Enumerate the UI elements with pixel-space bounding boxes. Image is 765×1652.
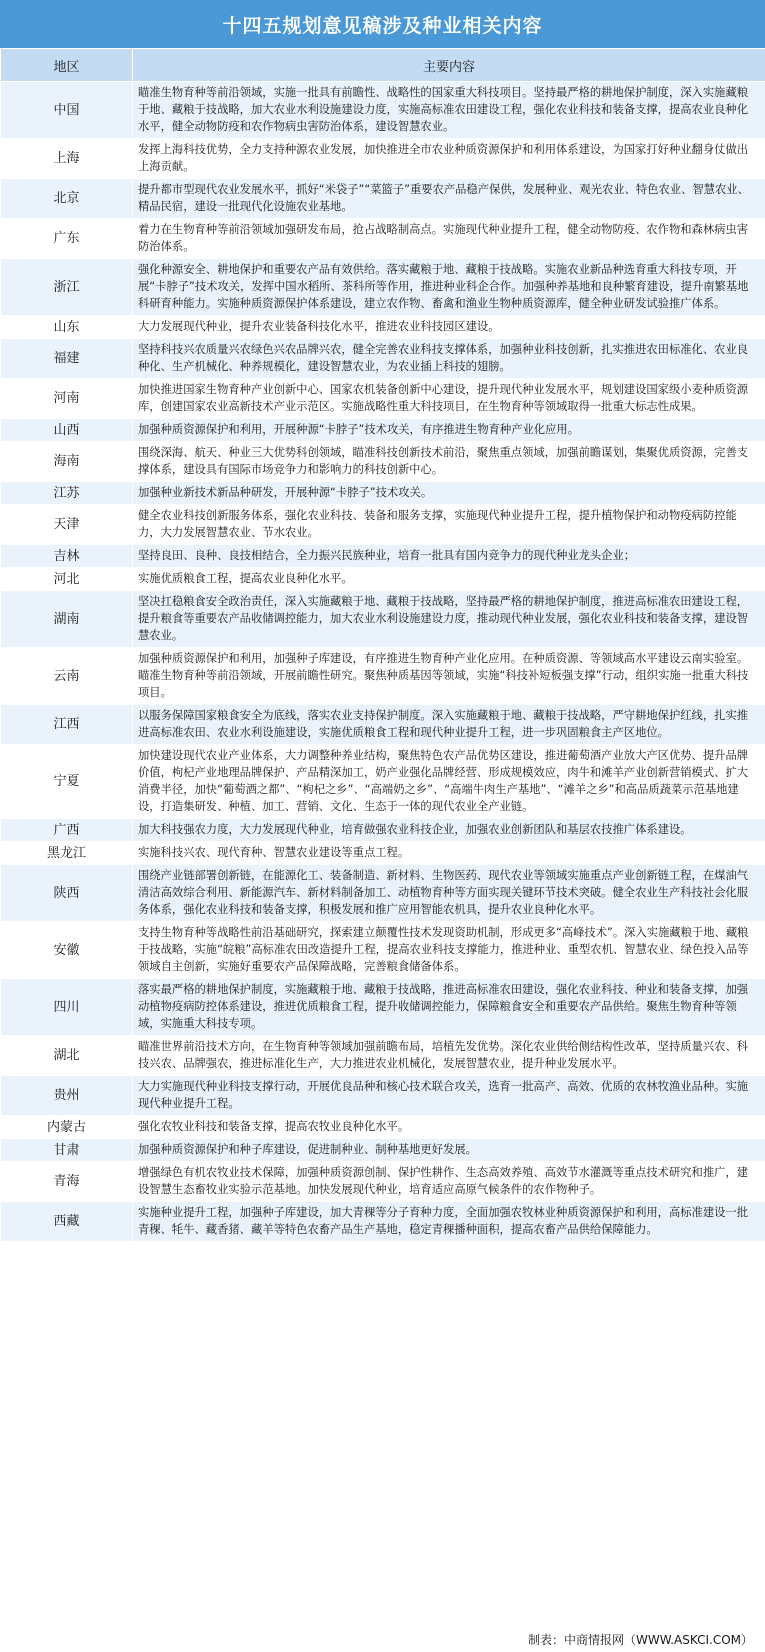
content-cell: 加强种业新技术新品种研发，开展种源“卡脖子”技术攻关。 — [133, 482, 765, 505]
table-row — [1, 705, 765, 745]
content-cell: 加强种质资源保护和利用，加强种子库建设，有序推进生物育种产业化应用。在种质资源、等领域高水平建设云南实验室。瞄准生物育种等前沿领域，开展前瞻性研究。聚焦种质基因等领域，实施“科技补短板强支撑”行动，组织实施一批重大科技项目。 — [133, 648, 765, 705]
table-row — [1, 379, 765, 419]
table-row — [1, 648, 765, 705]
table-row — [1, 591, 765, 648]
content-cell: 以服务保障国家粮食安全为底线，落实农业支持保护制度。深入实施藏粮于地、藏粮于技战略，严守耕地保护红线，扎实推进高标准农田、农业水利设施建设，实施优质粮食工程和现代种业提升工程，进一步巩固粮食主产区地位。 — [133, 705, 765, 745]
content-cell: 围绕产业链部署创新链，在能源化工、装备制造、新材料、生物医药、现代农业等领域实施重点产业创新链工程，在煤油气清洁高效综合利用、新能源汽车、新材料制备加工、动植物育种等方面实现关键环节技术突破。健全农业生产科技社会化服务体系，强化农业科技和装备支撑，积极发展和推广应用智能农机具，提升农业良种化水平。 — [133, 865, 765, 922]
region-cell: 陕西 — [1, 865, 133, 922]
region-cell: 四川 — [1, 979, 133, 1036]
table-row — [1, 505, 765, 545]
source-footer: 制表：中商情报网（WWW.ASKCI.COM） — [528, 1633, 753, 1647]
content-cell: 加快推进国家生物育种产业创新中心、国家农机装备创新中心建设，提升现代种业发展水平，规划建设国家级小麦种质资源库，创建国家农业高新技术产业示范区。实施战略性重大科技项目，在生物育种等领域取得一批重大标志性成果。 — [133, 379, 765, 419]
table-row — [1, 259, 765, 316]
region-cell: 中国 — [1, 82, 133, 139]
table-row — [1, 482, 765, 505]
table-row — [1, 979, 765, 1036]
table-row — [1, 82, 765, 139]
content-cell: 强化农牧业科技和装备支撑，提高农牧业良种化水平。 — [133, 1116, 765, 1139]
region-cell: 广东 — [1, 219, 133, 259]
region-cell: 浙江 — [1, 259, 133, 316]
table-row — [1, 819, 765, 842]
region-cell: 海南 — [1, 442, 133, 482]
table-row — [1, 1202, 765, 1242]
region-cell: 湖南 — [1, 591, 133, 648]
region-cell: 江西 — [1, 705, 133, 745]
table-row — [1, 316, 765, 339]
region-cell: 北京 — [1, 179, 133, 219]
region-cell: 山东 — [1, 316, 133, 339]
content-cell: 发挥上海科技优势，全力支持种源农业发展，加快推进全市农业种质资源保护和利用体系建设，为国家打好种业翻身仗做出上海贡献。 — [133, 139, 765, 179]
table-row — [1, 419, 765, 442]
content-cell: 围绕深海、航天、种业三大优势科创领域，瞄准科技创新技术前沿，聚焦重点领域，加强前瞻谋划，集聚优质资源，完善支撑体系，建设具有国际市场竞争力和影响力的科技创新中心。 — [133, 442, 765, 482]
table-row — [1, 545, 765, 568]
table-body — [1, 82, 765, 1242]
region-cell: 青海 — [1, 1162, 133, 1202]
content-cell: 增强绿色有机农牧业技术保障，加强种质资源创制、保护性耕作、生态高效养殖、高效节水灌溉等重点技术研究和推广，建设智慧生态畜牧业实验示范基地。加快发展现代种业，培育适应高原气候条件的农作物种子。 — [133, 1162, 765, 1202]
content-cell: 支持生物育种等战略性前沿基础研究，探索建立颠覆性技术发现资助机制，形成更多“高峰技术”。深入实施藏粮于地、藏粮于技战略，实施“皖粮”高标准农田改造提升工程，提高农业科技支撑能力，推进种业、重型农机、智慧农业、绿色投入品等领域自主创新，实施好重要农产品保障战略，完善粮食储备体系。 — [133, 922, 765, 979]
table-row — [1, 1076, 765, 1116]
region-cell: 湖北 — [1, 1036, 133, 1076]
region-cell: 河北 — [1, 568, 133, 591]
content-cell: 加强种质资源保护和利用，开展种源“卡脖子”技术攻关，有序推进生物育种产业化应用。 — [133, 419, 765, 442]
content-cell: 坚决扛稳粮食安全政治责任，深入实施藏粮于地、藏粮于技战略，坚持最严格的耕地保护制度，推进高标准农田建设工程，提升粮食等重要农产品收储调控能力，加大农业水利设施建设力度，推动现代种业发展，强化农业科技和装备支撑，建设智慧农业。 — [133, 591, 765, 648]
region-cell: 西藏 — [1, 1202, 133, 1242]
region-cell: 贵州 — [1, 1076, 133, 1116]
content-cell: 加强种质资源保护和种子库建设，促进制种业、制种基地更好发展。 — [133, 1139, 765, 1162]
region-cell: 云南 — [1, 648, 133, 705]
region-cell: 黑龙江 — [1, 842, 133, 865]
region-cell: 河南 — [1, 379, 133, 419]
content-cell: 加快建设现代农业产业体系，大力调整种养业结构，聚焦特色农产品优势区建设，推进葡萄酒产业放大产区优势、提升品牌价值，枸杞产业地理品牌保护、产品精深加工，奶产业强化品牌经营、形成规模效应，肉牛和滩羊产业创新营销模式、扩大消费半径，加快“葡萄酒之都”、“枸杞之乡”、“高端奶之乡”、“高端牛肉生产基地”、“滩羊之乡”和高品质蔬菜示范基地建设，打造集研发、种植、加工、营销、文化、生态于一体的现代农业全产业链。 — [133, 745, 765, 819]
region-cell: 甘肃 — [1, 1139, 133, 1162]
table-row — [1, 745, 765, 819]
table-row — [1, 1139, 765, 1162]
table-row — [1, 842, 765, 865]
content-cell: 坚持良田、良种、良技相结合，全力振兴民族种业，培育一批具有国内竞争力的现代种业龙头企业； — [133, 545, 765, 568]
region-cell: 内蒙古 — [1, 1116, 133, 1139]
table-row — [1, 865, 765, 922]
content-cell: 健全农业科技创新服务体系，强化农业科技、装备和服务支撑，实施现代种业提升工程，提升植物保护和动物疫病防控能力，大力发展智慧农业、节水农业。 — [133, 505, 765, 545]
table-row — [1, 339, 765, 379]
region-cell: 福建 — [1, 339, 133, 379]
table-row — [1, 568, 765, 591]
region-cell: 江苏 — [1, 482, 133, 505]
content-cell: 瞄准生物育种等前沿领域，实施一批具有前瞻性、战略性的国家重大科技项目。坚持最严格的耕地保护制度，深入实施藏粮于地、藏粮于技战略，加大农业水利设施建设力度，实施高标准农田建设工程，强化农业科技和装备支撑，提高农业良种化水平，健全动物防疫和农作物病虫害防治体系，建设智慧农业。 — [133, 82, 765, 139]
region-cell: 天津 — [1, 505, 133, 545]
content-cell: 坚持科技兴农质量兴农绿色兴农品牌兴农，健全完善农业科技支撑体系，加强种业科技创新，扎实推进农田标准化、农业良种化、生产机械化、种养规模化，建设智慧农业，为农业插上科技的翅膀。 — [133, 339, 765, 379]
region-cell: 山西 — [1, 419, 133, 442]
table-row — [1, 139, 765, 179]
content-cell: 落实最严格的耕地保护制度，实施藏粮于地、藏粮于技战略，推进高标准农田建设，强化农业科技、种业和装备支撑，加强动植物疫病防控体系建设，推进优质粮食工程，提升收储调控能力，保障粮食安全和重要农产品供给。聚焦生物育种等领域，实施重大科技专项。 — [133, 979, 765, 1036]
page-title: 十四五规划意见稿涉及种业相关内容 — [0, 0, 765, 48]
table-row — [1, 442, 765, 482]
table-row — [1, 1162, 765, 1202]
content-cell: 瞄准世界前沿技术方向，在生物育种等领域加强前瞻布局，培植先发优势。深化农业供给侧结构性改革，坚持质量兴农、科技兴农、品牌强农，推进标准化生产，大力推进农业机械化，发展智慧农业，提升种业发展水平。 — [133, 1036, 765, 1076]
region-cell: 吉林 — [1, 545, 133, 568]
content-cell: 大力实施现代种业科技支撑行动，开展优良品种和核心技术联合攻关，选育一批高产、高效、优质的农林牧渔业品种。实施现代种业提升工程。 — [133, 1076, 765, 1116]
table-row — [1, 922, 765, 979]
content-cell: 实施种业提升工程，加强种子库建设，加大青稞等分子育种力度，全面加强农牧林业种质资源保护和利用，高标准建设一批青稞、牦牛、藏香猪、藏羊等特色农畜产品生产基地，稳定青稞播种面积，提高农畜产品供给保障能力。 — [133, 1202, 765, 1242]
content-cell: 强化种源安全、耕地保护和重要农产品有效供给。落实藏粮于地、藏粮于技战略。实施农业新品种选育重大科技专项，开展“卡脖子”技术攻关，发挥中国水稻所、茶科所等作用，推进种业科企合作。加强种养基地和良种繁育建设，提升南繁基地科研育种能力。实施种质资源保护体系建设，建立农作物、畜禽和渔业生物种质资源库，健全种业研发试验推广体系。 — [133, 259, 765, 316]
table-header-row — [1, 49, 765, 82]
region-cell: 宁夏 — [1, 745, 133, 819]
content-cell: 提升都市型现代农业发展水平，抓好“米袋子”“菜篮子”重要农产品稳产保供，发展种业、观光农业、特色农业、智慧农业、精品民宿，建设一批现代化设施农业基地。 — [133, 179, 765, 219]
content-cell: 大力发展现代种业，提升农业装备科技化水平，推进农业科技园区建设。 — [133, 316, 765, 339]
region-cell: 广西 — [1, 819, 133, 842]
content-cell: 加大科技强农力度，大力发展现代种业，培育做强农业科技企业，加强农业创新团队和基层农技推广体系建设。 — [133, 819, 765, 842]
region-cell: 安徽 — [1, 922, 133, 979]
content-cell: 实施优质粮食工程，提高农业良种化水平。 — [133, 568, 765, 591]
header-region: 地区 — [1, 49, 133, 82]
table-row — [1, 1036, 765, 1076]
region-cell: 上海 — [1, 139, 133, 179]
table-row — [1, 219, 765, 259]
table-row — [1, 179, 765, 219]
table-row — [1, 1116, 765, 1139]
content-cell: 实施科技兴农、现代育种、智慧农业建设等重点工程。 — [133, 842, 765, 865]
content-table — [0, 48, 765, 1242]
header-content: 主要内容 — [133, 49, 765, 82]
content-cell: 着力在生物育种等前沿领域加强研发布局，抢占战略制高点。实施现代种业提升工程，健全动物防疫、农作物和森林病虫害防治体系。 — [133, 219, 765, 259]
